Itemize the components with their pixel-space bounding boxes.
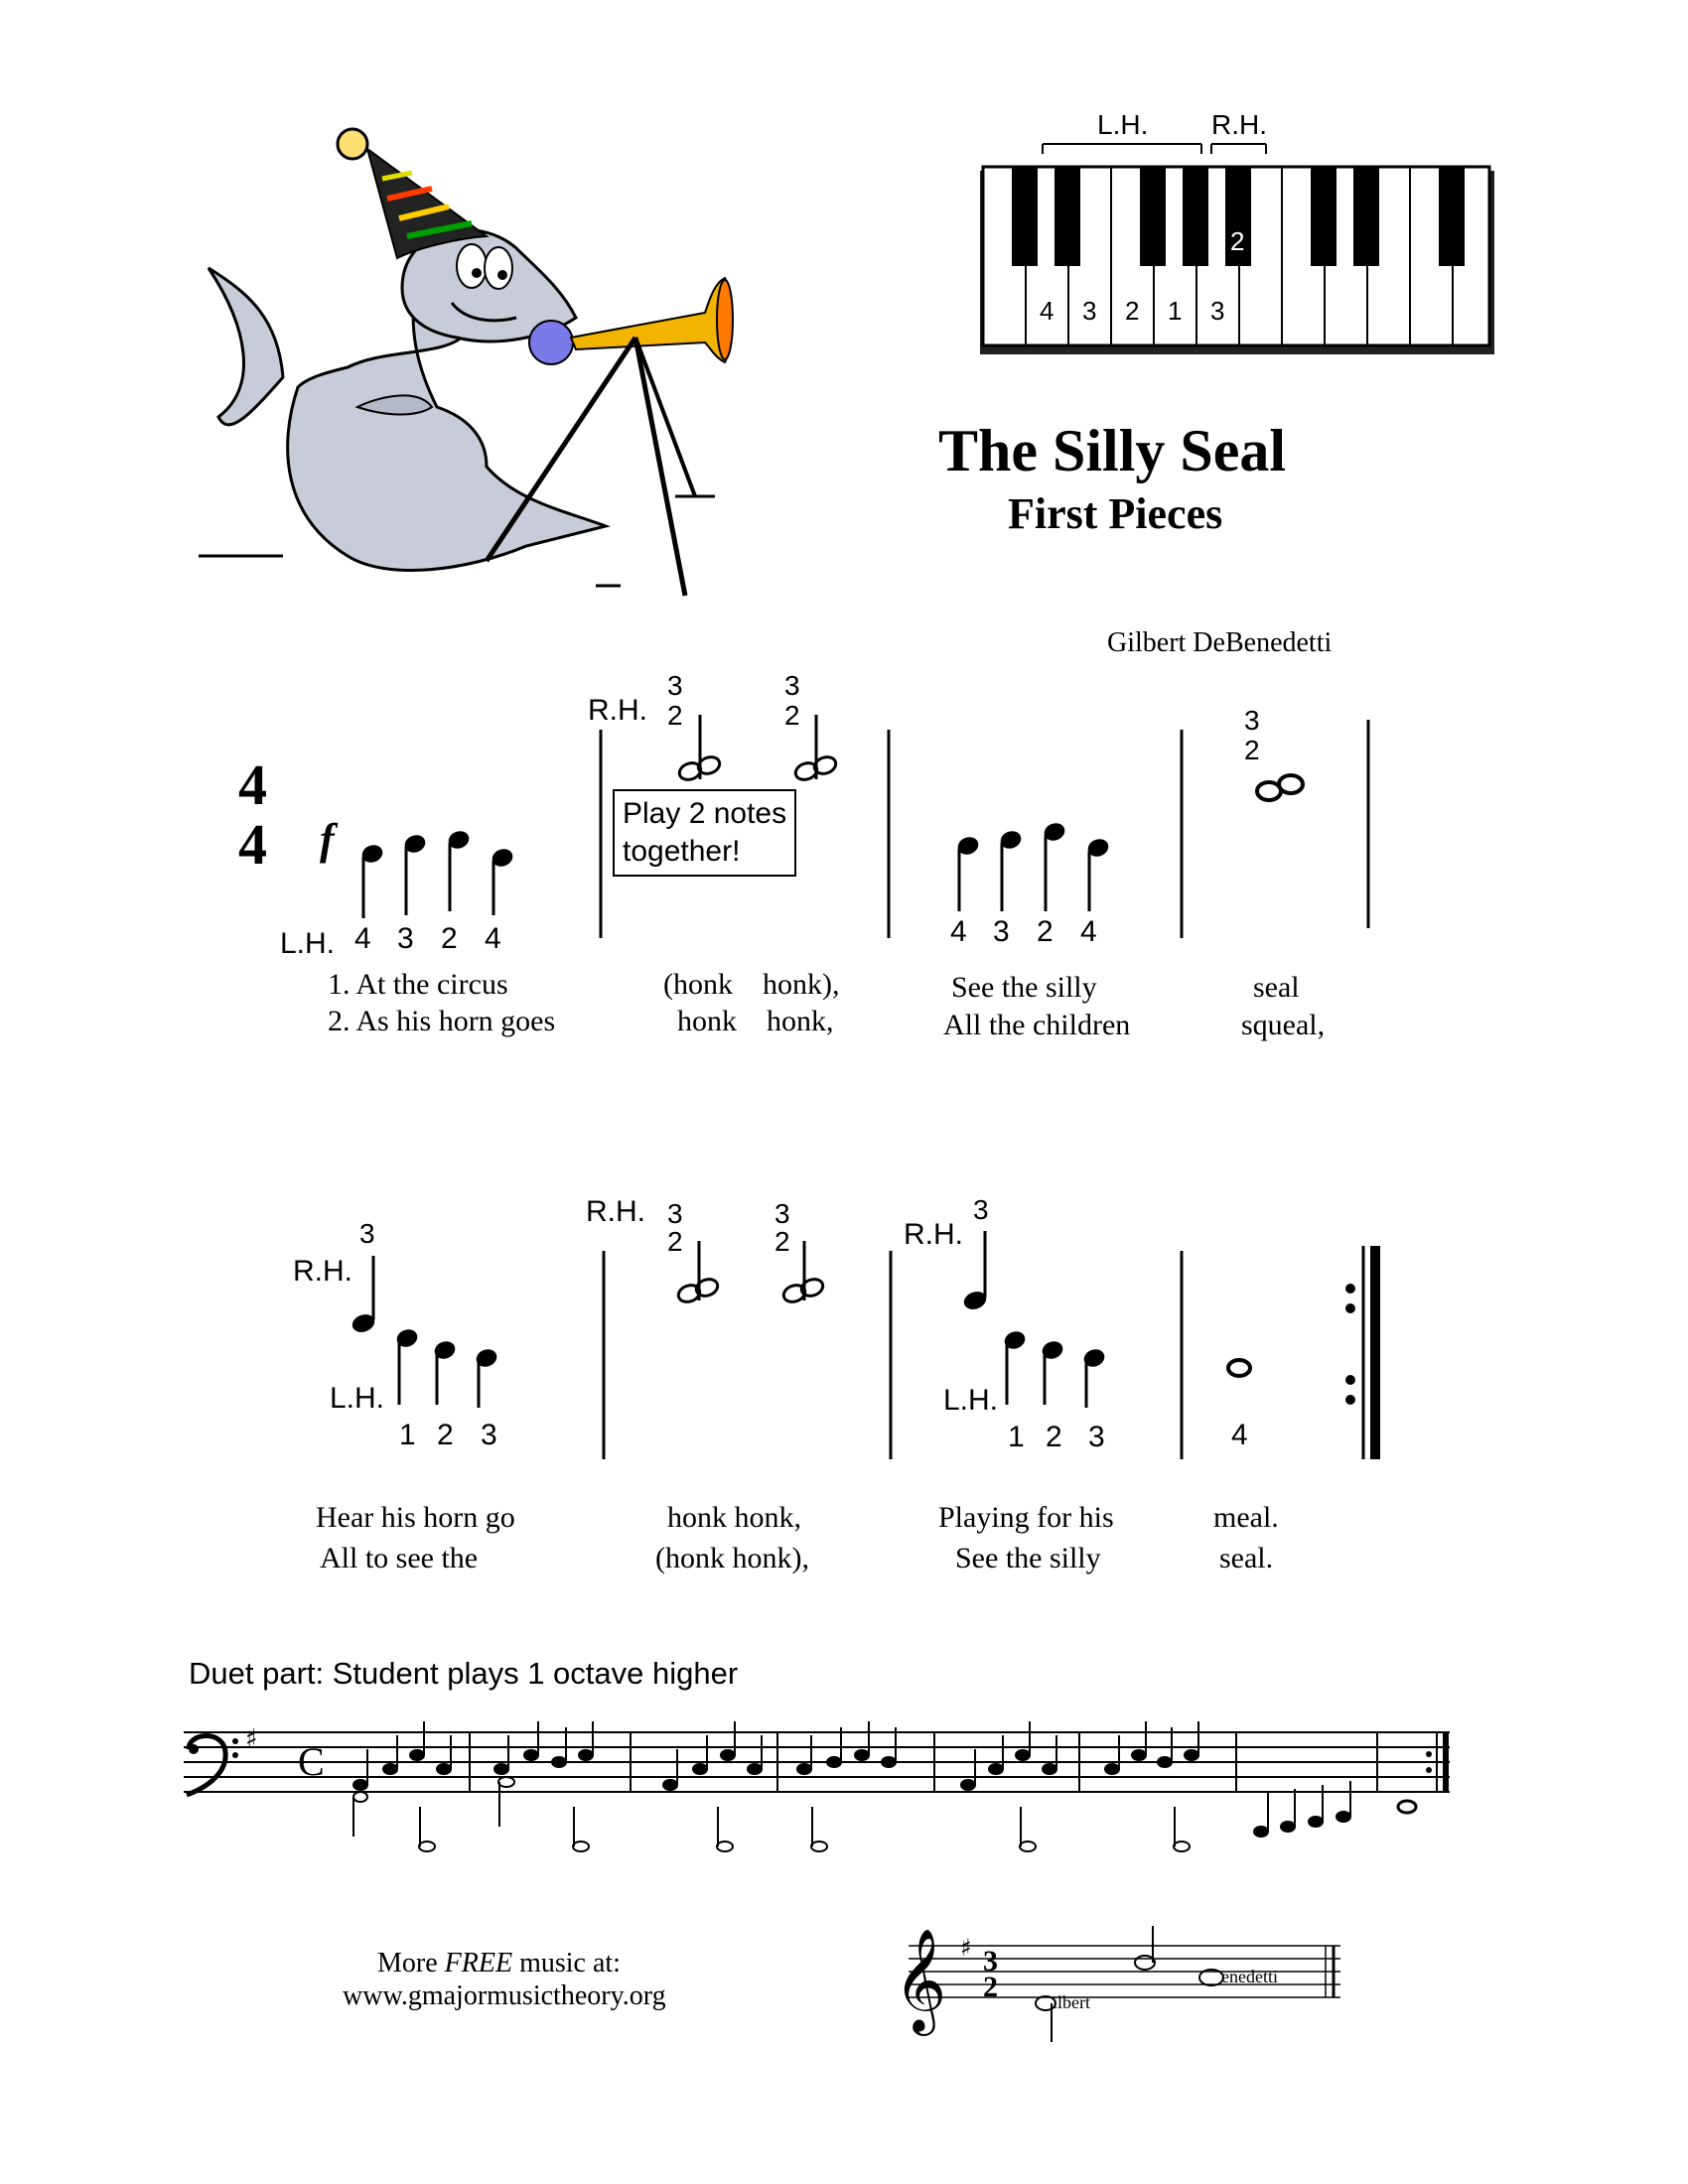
fing-s2-m2-3: 3 xyxy=(774,1198,790,1229)
fing-s2-m3-2: 2 xyxy=(1046,1421,1062,1453)
tip-box-line-2: together! xyxy=(623,835,741,868)
lyric-s2-v1-m3: Playing for his xyxy=(938,1501,1114,1534)
lyric-s2-v2-m3: See the silly xyxy=(955,1542,1101,1574)
dynamic-marking: f xyxy=(320,815,335,864)
fing-2-4: 2 xyxy=(784,700,800,731)
time-sig-bottom: 4 xyxy=(238,812,267,877)
rh-label-4: R.H. xyxy=(904,1218,963,1251)
lyric-s2-v2-m4: seal. xyxy=(1219,1542,1274,1574)
lyric-s2-v1-m2: honk honk, xyxy=(667,1501,801,1534)
keyboard-black-finger: 2 xyxy=(1230,226,1245,256)
system-1-notation xyxy=(228,655,1420,973)
svg-text:C: C xyxy=(298,1739,325,1784)
lyric-s2-v2-m1: All to see the xyxy=(320,1542,479,1574)
fing-3-2: 3 xyxy=(993,915,1010,948)
more-suffix: music at: xyxy=(519,1948,621,1979)
composer-name: Gilbert DeBenedetti xyxy=(1107,627,1333,658)
svg-text:3: 3 xyxy=(983,1945,998,1978)
fing-4-2: 2 xyxy=(1244,735,1260,765)
fing-s2-m3-3: 3 xyxy=(1088,1421,1105,1453)
keyboard-lh-label: L.H. xyxy=(1097,109,1149,140)
tip-box-line-1: Play 2 notes xyxy=(623,797,787,830)
keyboard-finger-2: 2 xyxy=(1125,296,1140,326)
bass-clef-icon xyxy=(187,1736,238,1796)
lyric-s1-v2-m4: squeal, xyxy=(1241,1009,1326,1041)
rh-label-1: R.H. xyxy=(588,694,647,727)
tip-box xyxy=(613,789,796,877)
more-free-line xyxy=(377,1948,621,1979)
website-link[interactable]: www.gmajormusictheory.org xyxy=(343,1980,666,2011)
lh-label-1: L.H. xyxy=(280,927,336,960)
keyboard-finger-1: 1 xyxy=(1168,296,1183,326)
fing-3-1: 4 xyxy=(950,915,967,948)
lyric-s2-v1-m4: meal. xyxy=(1213,1501,1279,1534)
fing-2-3: 3 xyxy=(784,670,800,701)
duet-staff xyxy=(184,1698,1465,1886)
fing-2-1: 3 xyxy=(667,670,683,701)
lyric-s1-v1-m4: seal xyxy=(1253,971,1300,1004)
fing-1-1: 4 xyxy=(354,922,371,955)
more-prefix: More xyxy=(377,1948,438,1979)
logo-text-1: ilbert xyxy=(1053,1992,1090,2012)
fing-s2-m1-1: 1 xyxy=(399,1419,416,1451)
fing-3-3: 2 xyxy=(1037,915,1054,948)
lyric-s2-v2-m2: (honk honk), xyxy=(655,1542,809,1574)
keyboard-finger-3b: 3 xyxy=(1210,296,1225,326)
keyboard-finger-4: 4 xyxy=(1040,296,1055,326)
lyric-s1-v2-m1: 2. As his horn goes xyxy=(328,1005,556,1037)
fing-1-3: 2 xyxy=(441,922,458,955)
fing-s2-m1-2: 2 xyxy=(437,1419,454,1451)
fing-s2-m2-2: 2 xyxy=(667,1226,683,1257)
lyric-s1-v2-m2: honk honk, xyxy=(677,1005,834,1037)
lyric-s1-v1-m2: (honk honk), xyxy=(663,968,840,1001)
svg-text:♯: ♯ xyxy=(960,1934,972,1962)
piece-subtitle: First Pieces xyxy=(1008,489,1223,538)
more-free-word: FREE xyxy=(444,1948,513,1979)
system-2-notation xyxy=(278,1191,1450,1469)
composer-logo xyxy=(889,1911,1345,2050)
time-sig-top: 4 xyxy=(238,752,267,817)
lyric-s2-v1-m1: Hear his horn go xyxy=(316,1501,515,1534)
keyboard-finger-3: 3 xyxy=(1082,296,1097,326)
fing-1-4: 4 xyxy=(485,922,501,955)
rh-label-3: R.H. xyxy=(586,1195,645,1228)
keyboard-rh-label: R.H. xyxy=(1211,109,1267,140)
keyboard-diagram xyxy=(968,99,1504,367)
svg-text:♯: ♯ xyxy=(245,1724,258,1754)
fing-s2-m1-3: 3 xyxy=(481,1419,497,1451)
fing-s2-m3-rh: 3 xyxy=(973,1194,989,1225)
lyric-s1-v1-m1: 1. At the circus xyxy=(328,968,508,1001)
svg-text:2: 2 xyxy=(983,1971,998,2003)
lh-label-3: L.H. xyxy=(943,1384,999,1417)
fing-s2-m3-1: 1 xyxy=(1008,1421,1025,1453)
piece-title: The Silly Seal xyxy=(938,418,1287,483)
fing-s2-m2-4: 2 xyxy=(774,1226,790,1257)
fing-s2-m2-1: 3 xyxy=(667,1198,683,1229)
lyric-s1-v2-m3: All the children xyxy=(943,1009,1131,1041)
fing-4-1: 3 xyxy=(1244,705,1260,736)
treble-clef-icon: 𝄞 xyxy=(894,1928,947,2032)
fing-3-4: 4 xyxy=(1080,915,1097,948)
lyric-s1-v1-m3: See the silly xyxy=(951,971,1097,1004)
fing-s2-m4-1: 4 xyxy=(1231,1419,1248,1451)
seal-illustration xyxy=(189,119,745,615)
rh-label-2: R.H. xyxy=(293,1255,352,1288)
duet-label: Duet part: Student plays 1 octave higher xyxy=(189,1656,739,1691)
fing-2-2: 2 xyxy=(667,700,683,731)
logo-text-2: enedetti xyxy=(1221,1967,1278,1986)
fing-1-2: 3 xyxy=(397,922,414,955)
lh-label-2: L.H. xyxy=(330,1382,385,1415)
fing-s2-m1-rh: 3 xyxy=(359,1218,375,1249)
